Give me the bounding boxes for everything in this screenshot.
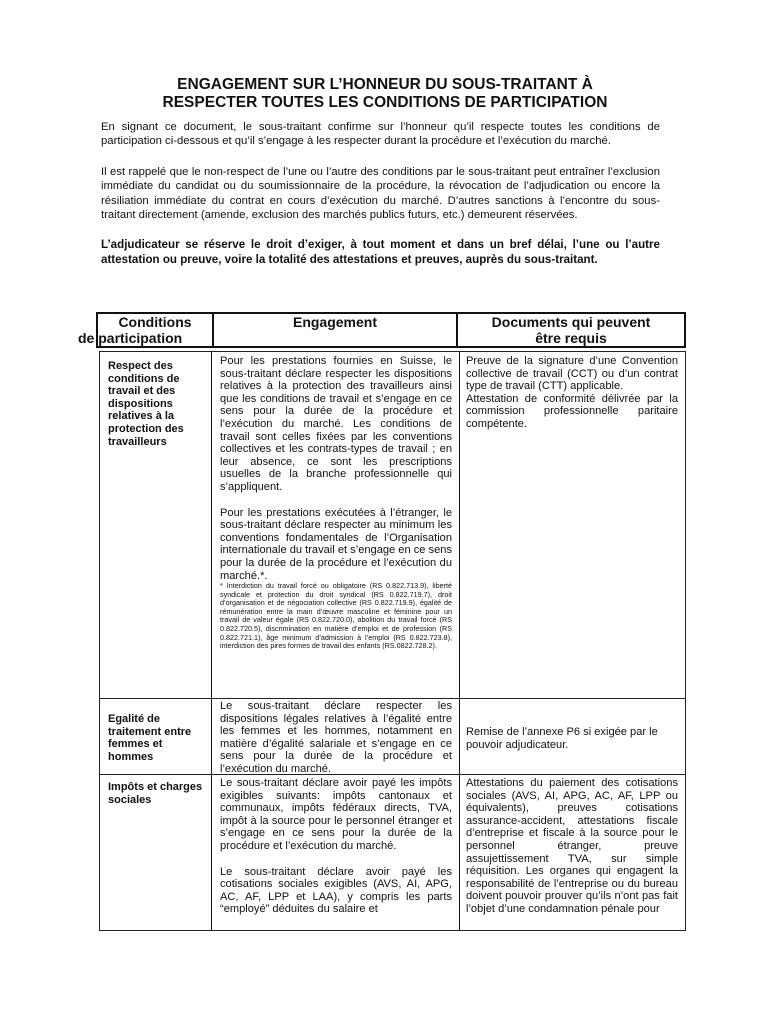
- engagement-text: Le sous-traitant déclare respecter les dispositions légales relatives à l’égalité entre les femmes et les hommes, notamment en matière d’égalité salariale et s’engage en ce sens pour la durée de la procédure et l’exécution du marché.: [220, 700, 452, 775]
- condition-label: Respect des conditions de travail et des dispositions relatives à la protection des travailleurs: [108, 360, 184, 448]
- intro-paragraph-1: En signant ce document, le sous-traitant confirme sur l’honneur qu’il respecte toutes les conditions de participation ci-dessous et qu’il s’engage à les respecter durant la procédure et l’exécution du marché.: [101, 121, 660, 148]
- title-line-1: ENGAGEMENT SUR L’HONNEUR DU SOUS-TRAITANT À: [177, 76, 593, 93]
- title-line-2: RESPECTER TOUTES LES CONDITIONS DE PARTICIPATION: [162, 94, 608, 111]
- condition-label: Egalité de traitement entre femmes et hommes: [108, 713, 192, 763]
- documents-text: Preuve de la signature d’une Convention collective de travail (CCT) ou d’un contrat type de travail (CTT) applicable. Attestation de conformité délivrée par la commission professionnelle paritaire compétente.: [466, 355, 678, 430]
- header-conditions: Conditions: [118, 314, 192, 330]
- condition-label: Impôts et charges sociales: [108, 781, 203, 806]
- intro-paragraph-3: L’adjudicateur se réserve le droit d’exiger, à tout moment et dans un bref délai, l’une ou l’autre attestation ou preuve, voire la totalité des attestations et preuves, auprès du sous-traitant.: [101, 238, 660, 266]
- header-documents: Documents qui peuvent être requis: [491, 314, 651, 346]
- column-divider: [211, 352, 212, 931]
- row-divider: [100, 698, 686, 699]
- footnote: * Interdiction du travail forcé ou obligatoire (RS 0.822.713.9), liberté syndicale et protection du droit syndical (RS 0.822.719.7), droit d’organisation et de négociation collective (RS 0.822.719.9), égalité de rémunération entre la main d’œuvre masculine et féminine pour un travail de valeur égale (RS 0.822.720.0), abolition du travail forcé (RS 0.822.720.5), discrimination en matière d’emploi et de profession (RS 0.822.721.1), âge minimum d’admission à l’emploi (RS 0.822.723.8), interdiction des pires formes de travail des enfants (RS.0822.728.2).: [220, 581, 452, 651]
- conditions-table: [99, 351, 686, 931]
- column-divider: [459, 352, 460, 931]
- document-title: [90, 76, 680, 112]
- documents-text: Remise de l’annexe P6 si exigée par le pouvoir adjudicateur.: [466, 726, 658, 751]
- engagement-text: Pour les prestations fournies en Suisse, le sous-traitant déclare respecter les dispositions relatives à la protection des travailleurs ainsi que les conditions de travail et s’engage en ce sens pour la durée de la procédure et l’exécution du marché. Les conditions de travail sont celles fixées par les conventions collectives et les contrats-types de travail ; en leur absence, ce sont les prescriptions usuelles de la branche professionnelle qui s’appliquent. Pour les prestations exécutées à l’étranger, le sous-traitant déclare respecter au minimum les conventions fondamentales de l’Organisation internationale du travail et s’engage en ce sens pour la durée de la procédure et l’exécution du marché.*. * Interdiction du travail forcé ou obligatoire (RS 0.822.713.9), liberté syndicale et protection du droit syndical (RS 0.822.719.7), droit d’organisation et de négociation collective (RS 0.822.719.9), égalité de rémunération entre la main d’œuvre masculine et féminine pour un travail de valeur égale (RS 0.822.720.0), abolition du travail forcé (RS 0.822.720.5), discrimination en matière d’emploi et de profession (RS 0.822.721.1), âge minimum d’admission à l’emploi (RS 0.822.723.8), interdiction des pires formes de travail des enfants (RS.0822.728.2).: [220, 355, 452, 651]
- engagement-text: Le sous-traitant déclare avoir payé les impôts exigibles suivants: impôts cantonaux et communaux, impôts fédéraux directs, TVA, impôt à la source pour le personnel étranger et s’engage en ce sens pour la durée de la procédure et l’exécution du marché. Le sous-traitant déclare avoir payé les cotisations sociales exigibles (AVS, AI, APG, AC, AF, LPP et LAA), y compris les parts “employé” déduites du salaire et: [220, 777, 452, 916]
- header-conditions-line-2: de participation: [78, 330, 183, 346]
- header-engagement: Engagement: [292, 314, 377, 330]
- documents-text: Attestations du paiement des cotisations sociales (AVS, AI, APG, AC, AF, LPP ou équivalents), preuves cotisations assurance-accident, attestations fiscale d’entreprise et fiscale à la source pour le personnel étranger, preuve assujettissement TVA, sur simple réquisition. Les organes qui engagent la responsabilité de l’entreprise ou du bureau doivent pouvoir prouver qu’ils n’ont pas fait l’objet d’une condamnation pénale pour: [466, 777, 678, 915]
- intro-paragraph-2: Il est rappelé que le non-respect de l’une ou l’autre des conditions par le sous-traitant peut entraîner l’exclusion immédiate du candidat ou du soumissionnaire de la procédure, la révocation de l’adjudication ou encore la résiliation immédiate du contrat en cours d’exécution du marché. D’autres sanctions à l’encontre du sous-traitant directement (amende, exclusion des marchés publics futurs, etc.) demeurent réservées.: [101, 166, 660, 222]
- table-header: [96, 312, 686, 348]
